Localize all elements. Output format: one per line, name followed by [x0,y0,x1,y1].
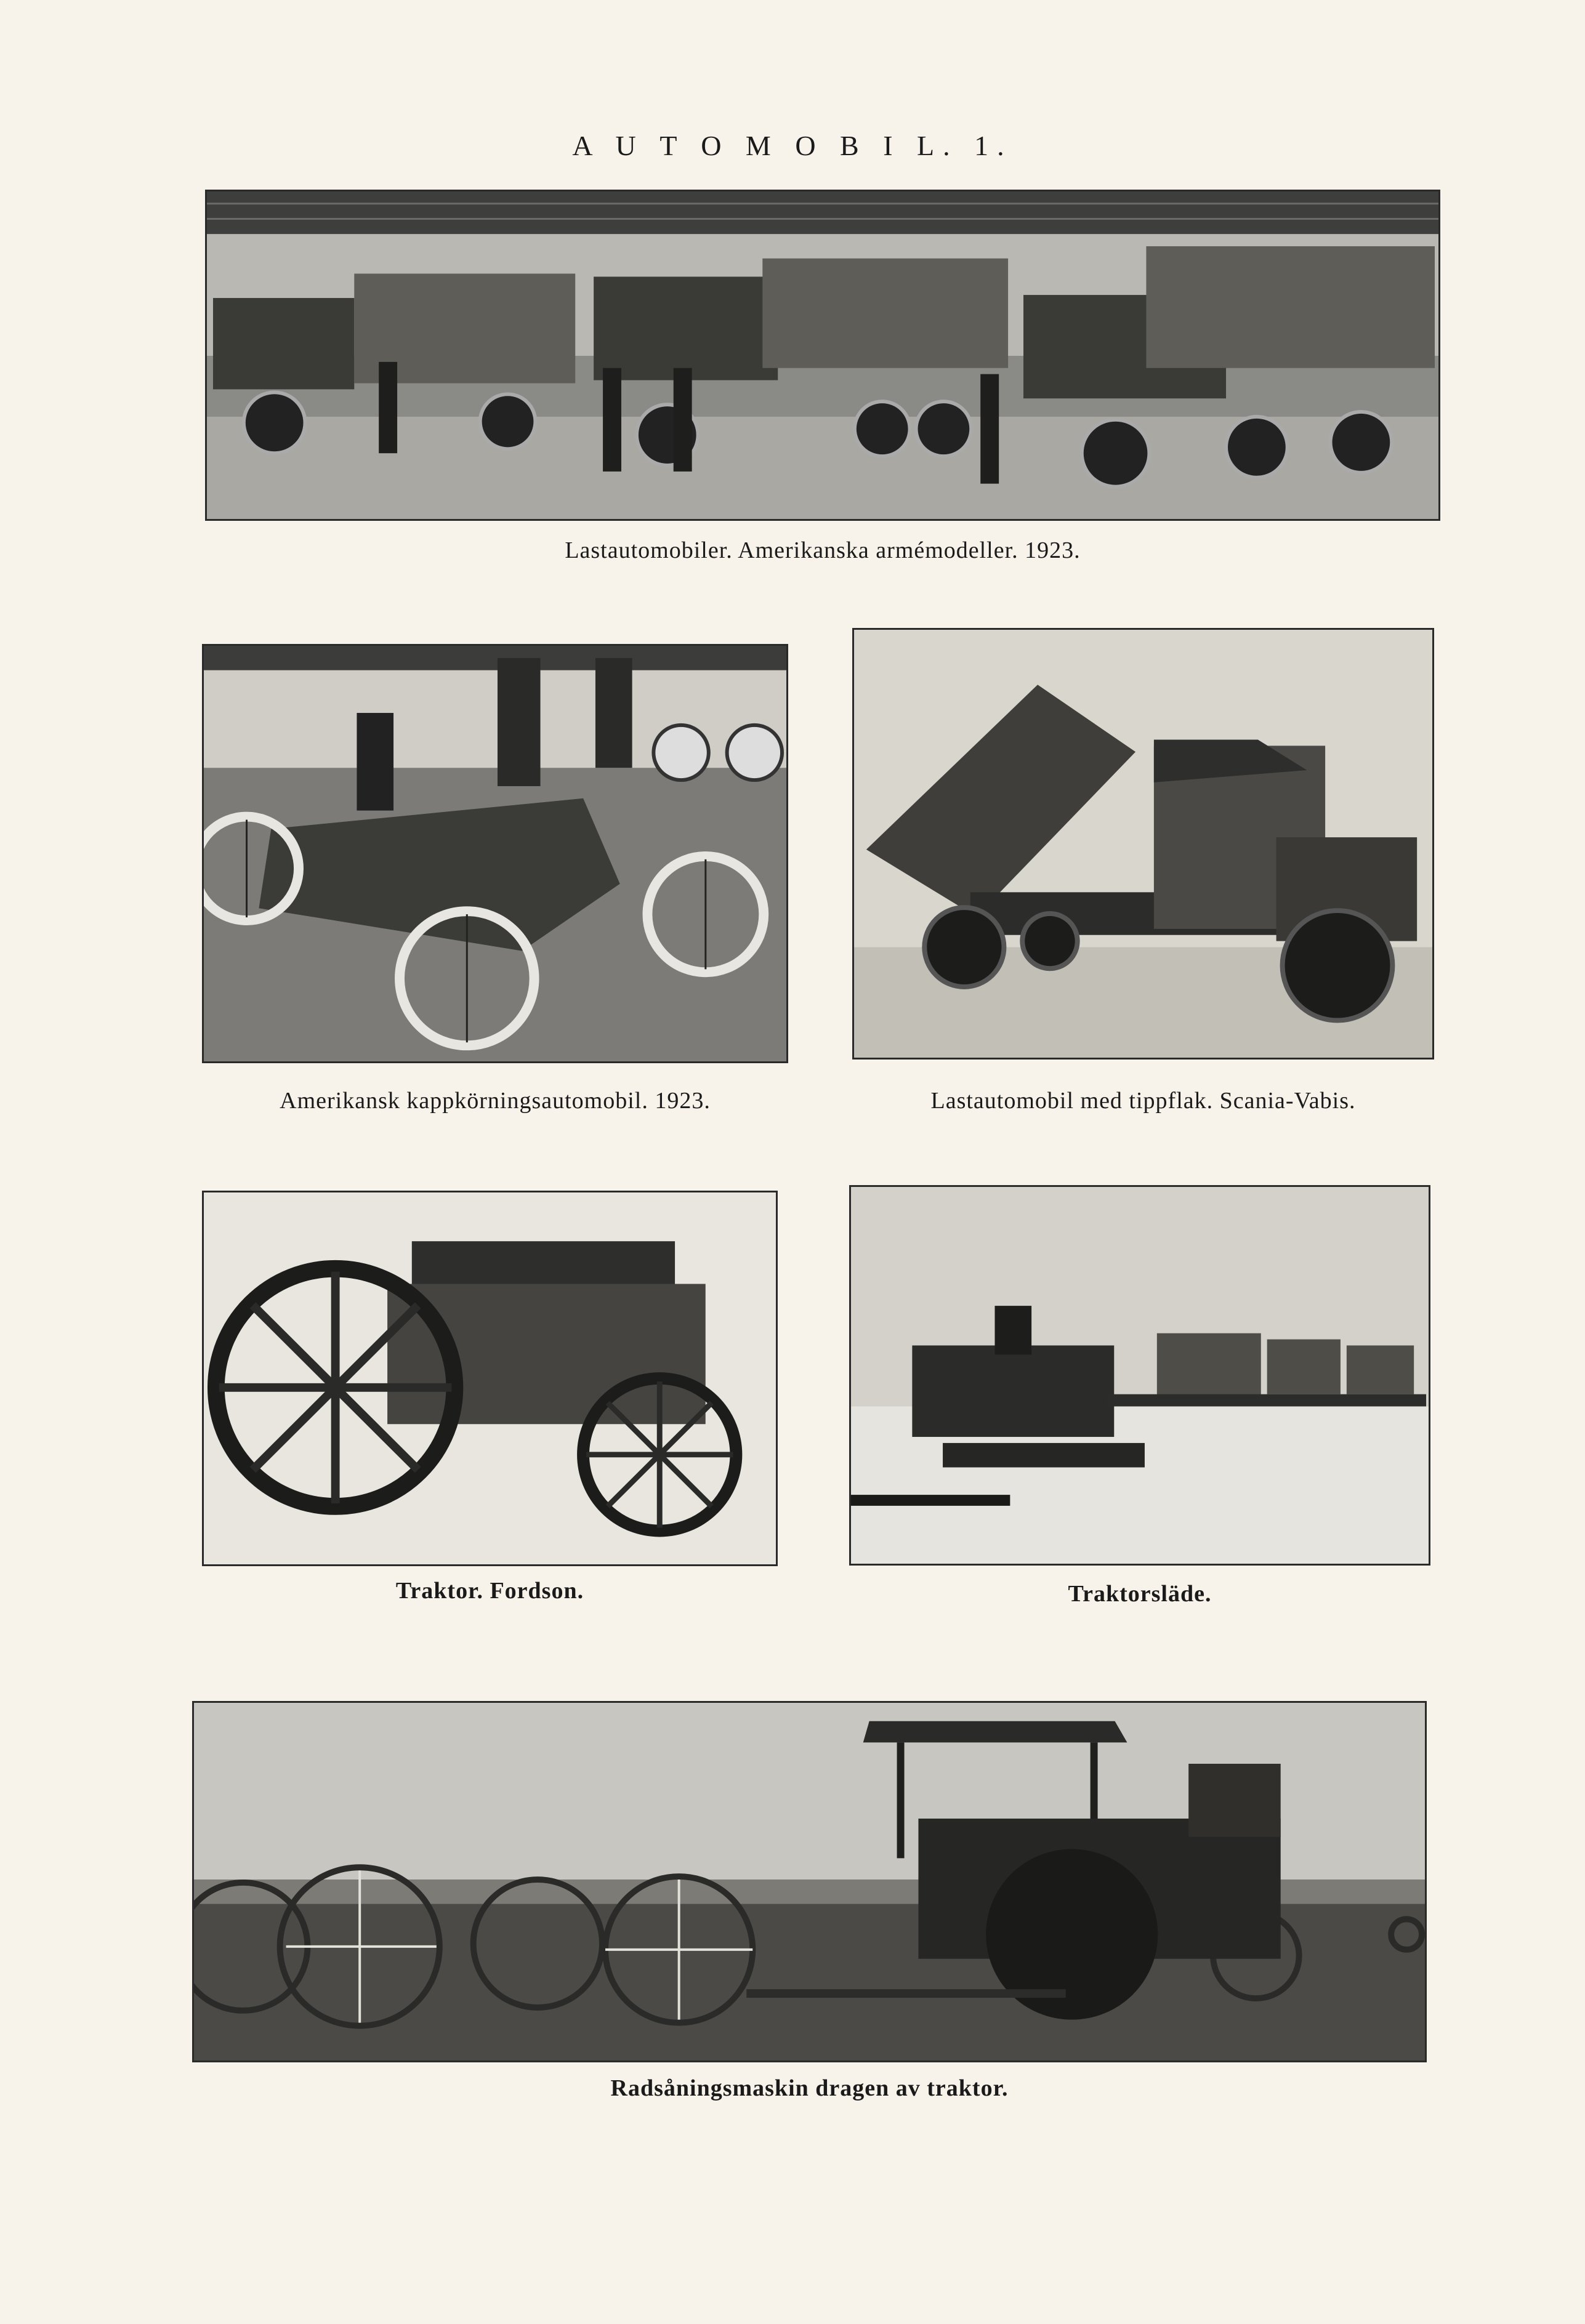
photo-tipper-truck [852,628,1434,1059]
caption-tipper-truck: Lastautomobil med tippflak. Scania-Vabis. [930,1088,1356,1114]
caption-fordson-tractor: Traktor. Fordson. [395,1578,584,1604]
caption-race-car: Amerikansk kappkörningsautomobil. 1923. [280,1088,711,1114]
page-title: A U T O M O B I L. 1. [572,130,1013,161]
photo-fordson-tractor [202,1191,778,1566]
caption-seed-drill-tractor: Radsåningsmaskin dragen av traktor. [610,2075,1009,2101]
photo-tractor-sled [849,1185,1430,1566]
photo-race-car [202,644,788,1063]
photo-army-trucks [205,190,1440,521]
caption-army-trucks: Lastautomobiler. Amerikanska armémodeller. 1923. [565,537,1081,563]
photo-seed-drill-tractor [192,1701,1427,2062]
caption-tractor-sled: Traktorsläde. [1068,1581,1212,1607]
